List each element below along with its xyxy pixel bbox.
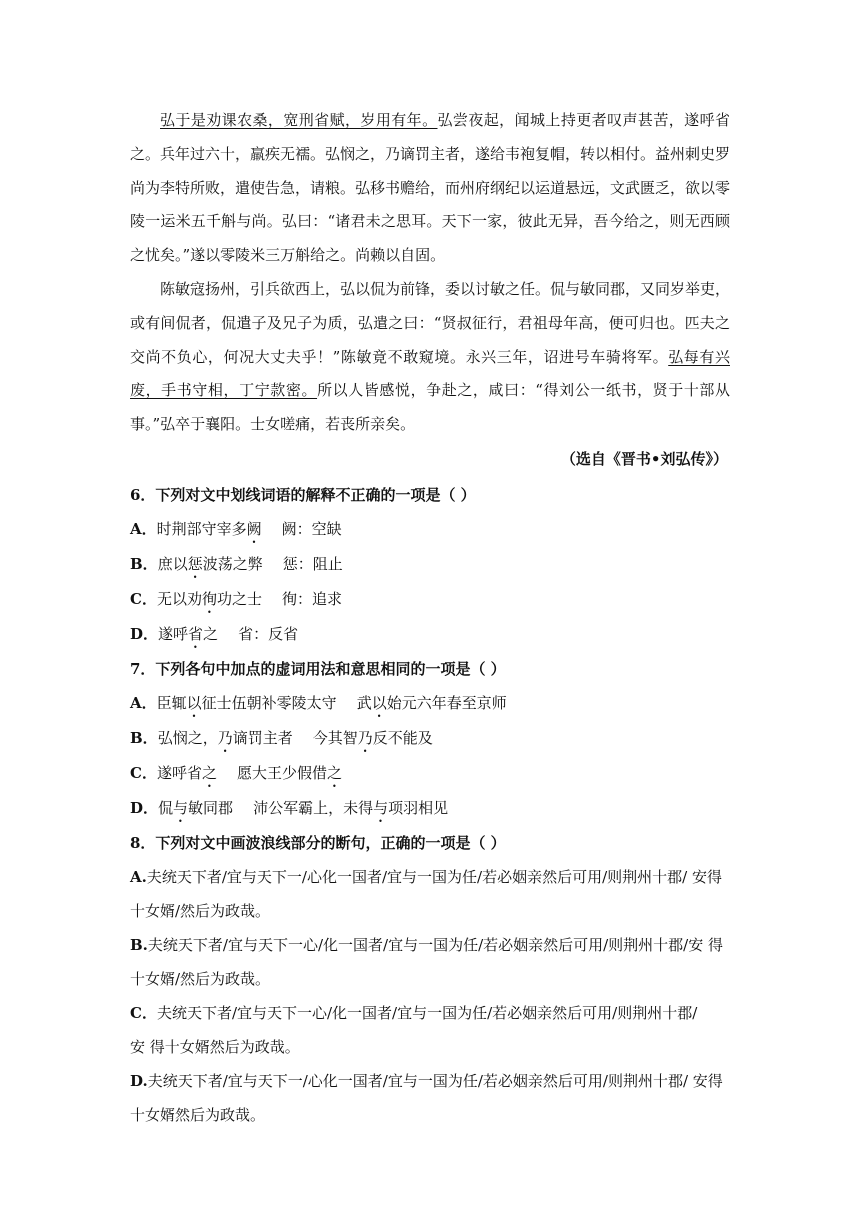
option-text: 时荆部守宰多 — [156, 520, 247, 538]
paragraph-2-text-a: 陈敏寇扬州，引兵欲西上，弘以侃为前锋，委以讨敏之任。侃与敏同郡，又同岁举吏，或有间侃者，侃遣子及兄子为质，弘遣之曰：“贤叔征行，君祖母年高，便可归也。匹夫之交尚不负心，何况大丈夫乎！”陈敏竟不敢窥境。永兴三年，诏进号车骑将军。 — [130, 279, 731, 366]
option-text: 夫统天下者/宜与天下一/心化一国者/宜与一国为任/若必姻亲然后可用/则荆州十郡/ 安得 — [147, 1072, 723, 1090]
option-text: 侃 — [158, 799, 174, 817]
option-label: B． — [130, 729, 158, 747]
option-text: 今其智 — [312, 729, 358, 747]
dotted-char: 乃 — [357, 729, 373, 747]
q8-option-b — [130, 928, 732, 962]
question-8-stem: 8．下列对文中画波浪线部分的断句，正确的一项是（ ） — [130, 834, 506, 852]
dotted-char: 之 — [327, 764, 343, 782]
question-7-stem: 7．下列各句中加点的虚词用法和意思相同的一项是（ ） — [130, 660, 506, 678]
dotted-char: 之 — [201, 764, 217, 782]
option-label: A． — [130, 520, 157, 538]
option-label: A. — [130, 868, 147, 886]
option-label: C． — [130, 764, 157, 782]
q8-option-a — [130, 860, 732, 894]
q7-option-d — [130, 791, 732, 826]
dotted-char: 省 — [188, 625, 204, 643]
q7-option-a — [130, 686, 732, 721]
option-text: 庶以 — [157, 555, 188, 573]
q8-option-d-cont: 十女婿然后为政哉。 — [130, 1106, 266, 1124]
paragraph-1 — [130, 104, 730, 273]
option-label: B． — [130, 555, 158, 573]
underlined-phrase-1: 弘于是劝课农桑，宽刑省赋，岁用有年。 — [160, 111, 438, 129]
option-text: 弘悯之， — [157, 729, 218, 747]
q8-option-d — [130, 1064, 732, 1098]
paragraph-2-text-b: 所以人皆感悦，争赴之，咸曰：“得刘公一纸书，贤于十部从事。”弘卒于襄阳。士女嗟痛，若丧所亲矣。 — [130, 381, 731, 434]
option-text: 无以劝 — [156, 590, 202, 608]
option-text: 沛公军霸上，未得 — [253, 799, 374, 817]
option-text: 遂呼 — [158, 625, 189, 643]
option-text: 夫统天下者/宜与天下一心/化一国者/宜与一国为任/若必姻亲然后可用/则荆州十郡/ — [156, 1004, 698, 1022]
option-text: 臣辄 — [156, 694, 187, 712]
option-text: 敏同郡 — [188, 799, 234, 817]
q8-option-c — [130, 996, 732, 1030]
q6-option-b — [130, 547, 732, 582]
dotted-char: 阙 — [246, 520, 262, 538]
option-text: 夫统天下者/宜与天下一心/化一国者/宜与一国为任/若必姻亲然后可用/则荆州十郡/安 得 — [147, 936, 724, 954]
dotted-char: 徇 — [201, 590, 217, 608]
option-gloss: 省：反省 — [238, 625, 299, 643]
question-6-stem: 6．下列对文中划线词语的解释不正确的一项是（ ） — [130, 486, 476, 504]
q7-option-c — [130, 756, 732, 791]
option-text: 之 — [203, 625, 219, 643]
dotted-char: 惩 — [187, 555, 203, 573]
option-text: 功之士 — [216, 590, 262, 608]
option-text: 谪罚主者 — [232, 729, 293, 747]
option-label: D． — [130, 799, 159, 817]
dotted-char: 与 — [173, 799, 189, 817]
option-gloss: 阙：空缺 — [281, 520, 342, 538]
option-text: 夫统天下者/宜与天下一/心化一国者/宜与一国为任/若必姻亲然后可用/则荆州十郡/ 安得 — [146, 868, 722, 886]
option-label: D． — [130, 625, 159, 643]
q7-option-b — [130, 721, 732, 756]
option-label: D. — [130, 1072, 148, 1090]
option-label: B. — [130, 936, 148, 954]
option-text: 愿大王少假借 — [236, 764, 327, 782]
dotted-char: 以 — [186, 694, 202, 712]
dotted-char: 以 — [371, 694, 387, 712]
option-text: 遂呼省 — [156, 764, 202, 782]
option-text: 波荡之弊 — [202, 555, 263, 573]
dotted-char: 与 — [373, 799, 389, 817]
option-label: A． — [130, 694, 157, 712]
q6-option-a — [130, 512, 732, 547]
paragraph-2 — [130, 273, 730, 442]
option-text: 始元六年春至京师 — [386, 694, 507, 712]
questions — [130, 478, 732, 1132]
option-gloss: 徇：追求 — [282, 590, 343, 608]
underlined-phrase-2: 弘每有兴废，手书守相，丁宁款密。 — [130, 347, 730, 400]
paragraph-1-text: 弘尝夜起，闻城上持更者叹声甚苦，遂呼省之。兵年过六十，羸疾无襦。弘悯之，乃谪罚主者，遂给韦袍复帽，转以相付。益州刺史罗尚为李特所败，遣使告急，请粮。弘移书赡给，而州府纲纪以运道悬远，文武匮乏，欲以零陵一运米五千斛与尚。弘曰：“诸君未之思耳。天下一家，彼此无异，吾今给之，则无西顾之忧矣。”遂以零陵米三万斛给之。尚赖以自固。 — [130, 111, 731, 265]
option-text: 武 — [356, 694, 372, 712]
option-label: C． — [130, 590, 157, 608]
option-text: 征士伍朝补零陵太守 — [201, 694, 337, 712]
q8-option-b-cont: 十女婿/然后为政哉。 — [130, 970, 271, 988]
dotted-char: 乃 — [217, 729, 233, 747]
q8-option-a-cont: 十女婿/然后为政哉。 — [130, 902, 271, 920]
option-label: C． — [130, 1004, 157, 1022]
source-citation: （选自《晋书•刘弘传》） — [560, 450, 728, 468]
option-text: 项羽相见 — [388, 799, 449, 817]
option-gloss: 惩：阻止 — [282, 555, 343, 573]
q6-option-c — [130, 582, 732, 617]
q8-option-c-cont: 安 得十女婿然后为政哉。 — [130, 1038, 300, 1056]
option-text: 反不能及 — [372, 729, 433, 747]
passage — [130, 104, 730, 442]
q6-option-d — [130, 617, 732, 652]
